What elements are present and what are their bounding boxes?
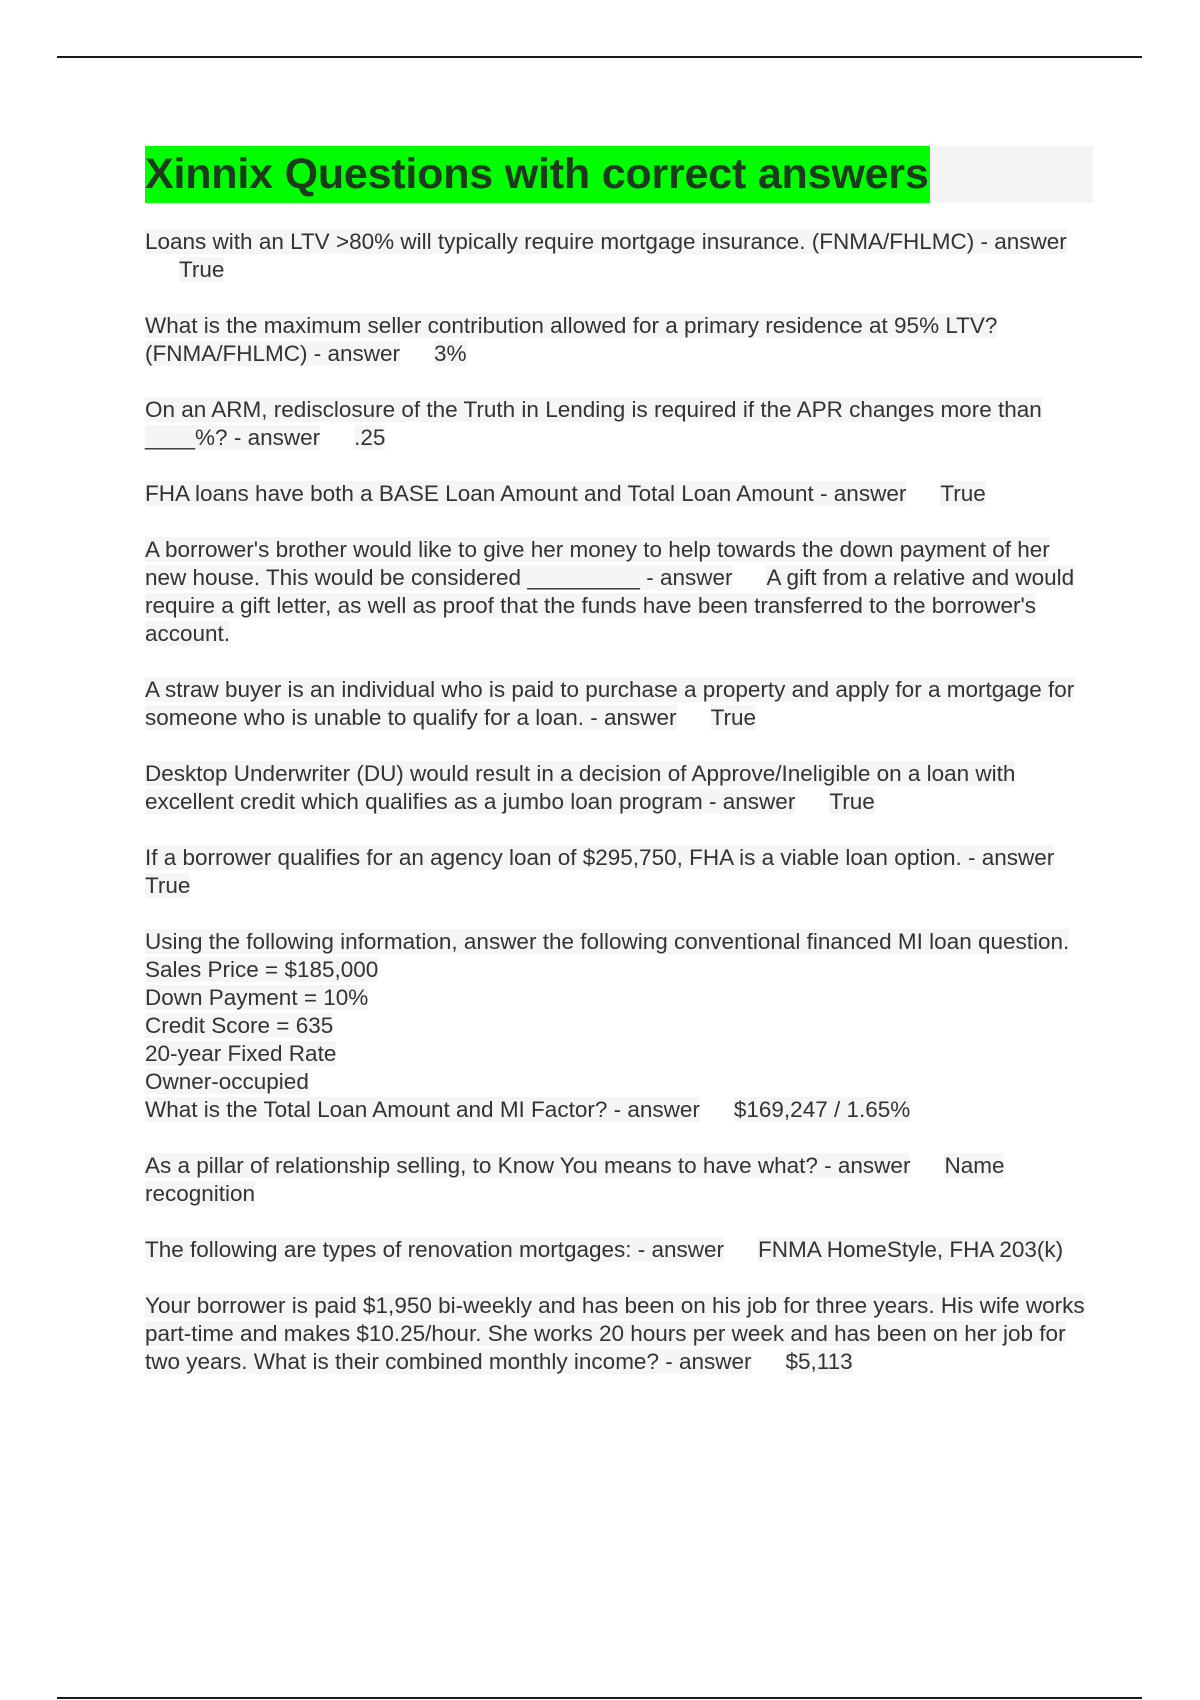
question-text: As a pillar of relationship selling, to Know You means to have what? - answer: [145, 1153, 911, 1178]
answer-text: .25: [354, 425, 386, 450]
question-text: FHA loans have both a BASE Loan Amount and Total Loan Amount - answer: [145, 481, 907, 506]
answer-text: Name recognition: [145, 1153, 1005, 1206]
question-text: What is the Total Loan Amount and MI Factor? - answer: [145, 1097, 700, 1122]
answer-text: FNMA HomeStyle, FHA 203(k): [758, 1237, 1064, 1262]
qa-item-6: [145, 676, 1090, 732]
qa-item-11: [145, 1292, 1090, 1376]
question-text: A straw buyer is an individual who is paid to purchase a property and apply for a mortgage for someone who is unable to qualify for a loan. - answer: [145, 677, 1075, 730]
answer-text: $169,247 / 1.65%: [733, 1097, 911, 1122]
answer-text: True: [145, 873, 191, 898]
title-band: [145, 146, 1093, 203]
answer-text: True: [710, 705, 756, 730]
answer-text: 3%: [434, 341, 467, 366]
question-text: Your borrower is paid $1,950 bi-weekly and has been on his job for three years. His wife works part-time and makes $10.25/hour. She works 20 hours per week and has been on her job for two years. What is their combined monthly income? - answer: [145, 1293, 1085, 1374]
answer-text: True: [179, 257, 225, 282]
question-text: A borrower's brother would like to give her money to help towards the down payment of her new house. This would be considered _________ - answer: [145, 537, 1050, 590]
qa-item-9: [145, 1152, 1090, 1208]
question-text: Loans with an LTV >80% will typically require mortgage insurance. (FNMA/FHLMC) - answer: [145, 229, 1067, 254]
mi-fact-sales-price: Sales Price = $185,000: [145, 957, 379, 982]
question-text: If a borrower qualifies for an agency loan of $295,750, FHA is a viable loan option. - answer: [145, 845, 1055, 870]
answer-text: A gift from a relative and would require a gift letter, as well as proof that the funds have been transferred to the borrower's account.: [145, 565, 1075, 646]
question-text: Desktop Underwriter (DU) would result in a decision of Approve/Ineligible on a loan with excellent credit which qualifies as a jumbo loan program - answer: [145, 761, 1016, 814]
answer-text: True: [940, 481, 986, 506]
mi-fact-down-payment: Down Payment = 10%: [145, 985, 369, 1010]
qa-item-4: [145, 480, 1090, 508]
qa-item-10: [145, 1236, 1090, 1264]
qa-item-5: [145, 536, 1090, 648]
question-text: On an ARM, redisclosure of the Truth in Lending is required if the APR changes more than ____%? - answer: [145, 397, 1042, 450]
qa-item-8: [145, 844, 1090, 900]
mi-fact-credit-score: Credit Score = 635: [145, 1013, 334, 1038]
answer-text: $5,113: [785, 1349, 853, 1374]
document-title: Xinnix Questions with correct answers: [145, 146, 930, 203]
document-body: [145, 146, 1090, 1404]
qa-item-1: [145, 228, 1090, 284]
question-text: The following are types of renovation mortgages: - answer: [145, 1237, 725, 1262]
mi-fact-occupancy: Owner-occupied: [145, 1069, 309, 1094]
mi-fact-term: 20-year Fixed Rate: [145, 1041, 337, 1066]
mi-question-intro: Using the following information, answer the following conventional financed MI loan question.: [145, 929, 1070, 954]
question-text: What is the maximum seller contribution allowed for a primary residence at 95% LTV? (FNMA/FHLMC) - answer: [145, 313, 998, 366]
footer-rule: [57, 1697, 1142, 1699]
qa-item-3: [145, 396, 1090, 452]
qa-item-2: [145, 312, 1090, 368]
qa-item-mi-calculation: [145, 928, 1090, 1124]
qa-item-7: [145, 760, 1090, 816]
header-rule: [57, 56, 1142, 58]
answer-text: True: [829, 789, 875, 814]
